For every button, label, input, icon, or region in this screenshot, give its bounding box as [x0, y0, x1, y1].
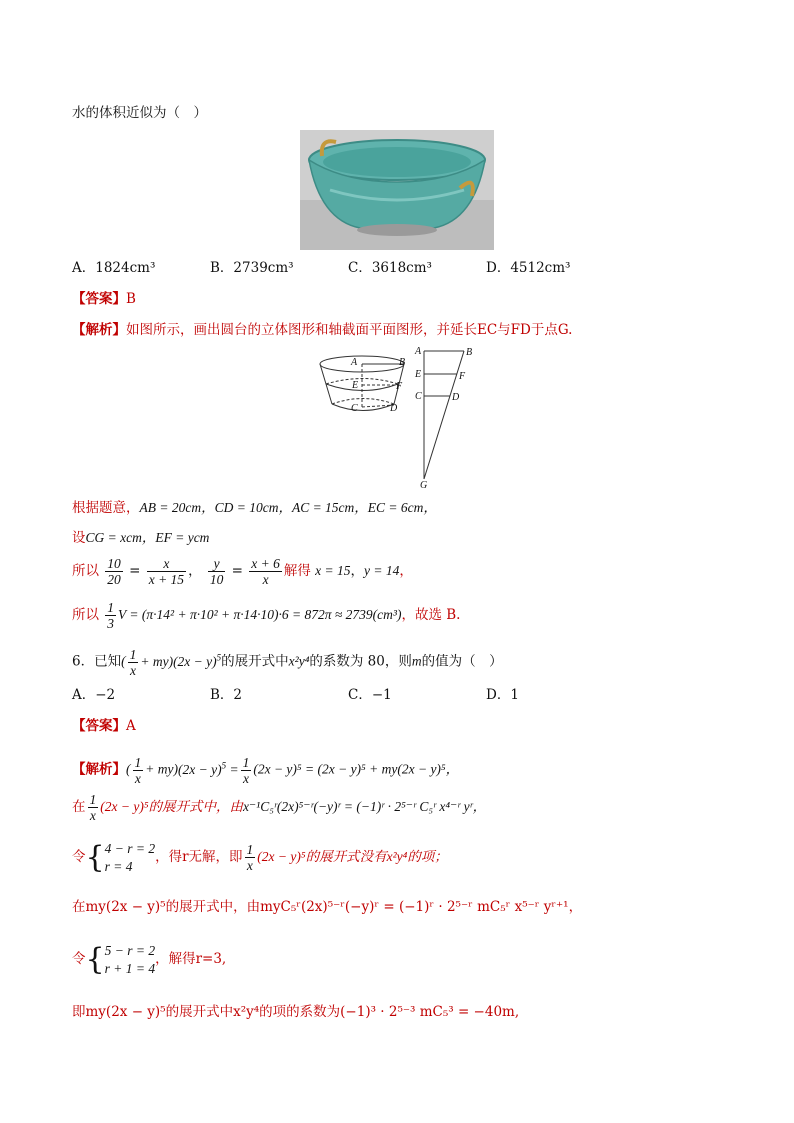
section-label-a: A [415, 346, 422, 357]
q6-option-a: A．−2 [72, 687, 116, 703]
q6-step4: 令{ 5 − r = 2 r + 1 = 4 ，解得r=3, [72, 941, 227, 977]
frustum-figures [310, 345, 500, 490]
q5-ratio-y: y = 14 [364, 563, 400, 578]
q5-answer [72, 289, 136, 309]
q5-answer-label: 【答案】 [72, 291, 126, 307]
q5-option-a: A．1824cm³ [72, 260, 156, 276]
q5-frac-1: $\frac{10}{20}$ [107, 556, 121, 587]
q5-given [72, 498, 437, 518]
q6-step3: 在my(2x − y)⁵的展开式中，由myC₅ʳ(2x)⁵⁻ʳ(−y)ʳ = (−1)ʳ · 2⁵⁻ʳ mC₅ʳ x⁵⁻ʳ yʳ⁺¹， [72, 899, 583, 915]
q5-volume [72, 600, 460, 631]
q6-sys2-eq2: r + 1 = 4 [104, 960, 156, 976]
q6-stem-tail: 的系数为 80，则 [309, 653, 412, 670]
q6-step1-formula: x⁻¹C₅ʳ(2x)⁵⁻ʳ(−y)ʳ = (−1)ʳ · 2⁵⁻ʳ C₅ʳ x⁴⁻ʳ yʳ， [243, 799, 487, 814]
q6-step2-mid: ，得r无解，即 [155, 849, 243, 865]
q6-option-c: C．−1 [348, 687, 392, 703]
q6-option-d: D．1 [486, 687, 519, 703]
q5-stem-tail: 水的体积近似为（ ） [72, 105, 207, 121]
section-label-b: B [466, 347, 473, 358]
section-label-c: C [415, 391, 422, 402]
q5-let [72, 528, 209, 548]
frustum-label-b: B [399, 357, 406, 368]
q6-stem-m: m [411, 653, 422, 669]
q6-system-2 [105, 942, 155, 978]
q6-answer-label: 【答案】 [72, 718, 126, 734]
q5-given-math: AB = 20cm，CD = 10cm，AC = 15cm，EC = 6cm， [139, 500, 437, 515]
q6-sys1-eq1: 4 − r = 2 [104, 840, 156, 856]
q5-volume-prefix: 所以 [72, 607, 99, 623]
q6-step5: 即my(2x − y)⁵的展开式中x²y⁴的项的系数为(−1)³ · 2⁵⁻³ mC₅³ = −40m, [72, 1004, 520, 1020]
bowl-image [300, 130, 494, 250]
section-label-d: D [452, 392, 460, 403]
q6-frac-b: $\frac{1}{x}$ [242, 754, 250, 786]
q6-analysis-label: 【解析】 [72, 761, 126, 778]
q6-option-b: B．2 [210, 687, 243, 703]
q6-stem-prefix: 6．已知 [72, 653, 122, 670]
q6-step4-tail: ，解得r=3, [155, 951, 227, 967]
q5-ratio-prefix: 所以 [72, 563, 99, 579]
q6-analysis: 【解析】( $\frac{1}{x}$ + $my)(2x - y)^5$ = $\frac{1}{x}$ (2x − y)⁵ = (2x − y)⁵ + my(2x − y)⁵， [72, 754, 460, 786]
frustum-label-f: F [396, 381, 403, 392]
q5-answer-value: B [126, 291, 136, 307]
q6-expand: (2x − y)⁵ = (2x − y)⁵ + my(2x − y)⁵， [253, 761, 460, 777]
bowl-photo [300, 130, 494, 250]
q6-sys1-eq2: r = 4 [104, 858, 133, 874]
q5-analysis-label: 【解析】 [72, 322, 126, 338]
q6-stem-term: x²y⁴ [288, 653, 310, 669]
q6-step2: 令{ 4 − r = 2 r = 4 ，得r无解，即 $\frac{1}{x}$ (2x − y)⁵的展开式没有x²y⁴的项； [72, 839, 448, 875]
q5-ratio-x: x = 15 [315, 563, 351, 578]
q6-step1-prefix: 在 [72, 799, 86, 815]
q5-frac-3: $\frac{y}{10}$ [209, 556, 224, 587]
q6-answer-value: A [126, 718, 136, 734]
q6-frac-c: $\frac{1}{x}$ [89, 792, 97, 823]
q5-frac-third: $\frac{1}{3}$ [107, 600, 115, 631]
q6-stem-mid: 的展开式中 [221, 653, 289, 670]
section-label-f: F [459, 371, 466, 382]
q6-step1 [72, 792, 486, 823]
frustum-label-d: D [390, 403, 398, 414]
q6-system-1 [105, 840, 155, 876]
q6-stem: 6．已知( $\frac{1}{x}$ + $my)(2x - y)^5$的展开式中x²y⁴的系数为 80，则m的值为（ ） [72, 646, 503, 678]
section-label-g: G [420, 480, 428, 490]
q6-stem-end: 的值为（ ） [421, 653, 503, 670]
q6-frac-a: $\frac{1}{x}$ [134, 754, 142, 786]
q5-analysis-text: 如图所示，画出圆台的立体图形和轴截面平面图形，并延长EC与FD于点G. [126, 322, 573, 338]
q6-step1-mid: (2x − y)⁵的展开式中，由 [100, 799, 244, 814]
q6-frac-stem: $\frac{1}{x}$ [129, 646, 137, 678]
q5-option-b: B．2739cm³ [210, 260, 294, 276]
axial-section [424, 351, 464, 479]
q5-option-d: D．4512cm³ [486, 260, 571, 276]
section-label-e: E [415, 369, 422, 380]
frustum-label-a: A [351, 357, 358, 368]
q5-volume-math: V = (π·14² + π·10² + π·14·10)·6 = 872π ≈ 2739(cm³) [118, 607, 402, 622]
q5-option-c: C．3618cm³ [348, 260, 432, 276]
q5-ratio: 所以 $\frac{10}{20}$ = $\frac{x}{x + 15}$ ， $\frac{y}{10}$ = $\frac{x + 6}{x}$ 解得 x = 15，y = 14， [72, 556, 413, 587]
q5-let-prefix: 设 [72, 530, 86, 546]
q5-frac-2: $\frac{x}{x + 15}$ [148, 556, 185, 587]
q6-step4-prefix: 令 [72, 951, 86, 967]
q5-given-prefix: 根据题意， [72, 500, 140, 516]
q5-ratio-solve: 解得 [283, 563, 311, 579]
q6-sys2-eq1: 5 − r = 2 [104, 942, 156, 958]
q6-step2-tail: (2x − y)⁵的展开式没有x²y⁴的项； [257, 849, 448, 864]
q5-frac-4: $\frac{x + 6}{x}$ [251, 556, 280, 587]
frustum-label-c: C [351, 403, 358, 414]
q6-step2-prefix: 令 [72, 849, 86, 865]
frustum-label-e: E [352, 380, 359, 391]
q5-volume-tail: ，故选 B. [401, 607, 461, 623]
q5-analysis [72, 320, 572, 340]
q6-frac-d: $\frac{1}{x}$ [246, 842, 254, 873]
q6-answer [72, 716, 136, 736]
q5-let-math: CG = xcm，EF = ycm [85, 530, 210, 545]
